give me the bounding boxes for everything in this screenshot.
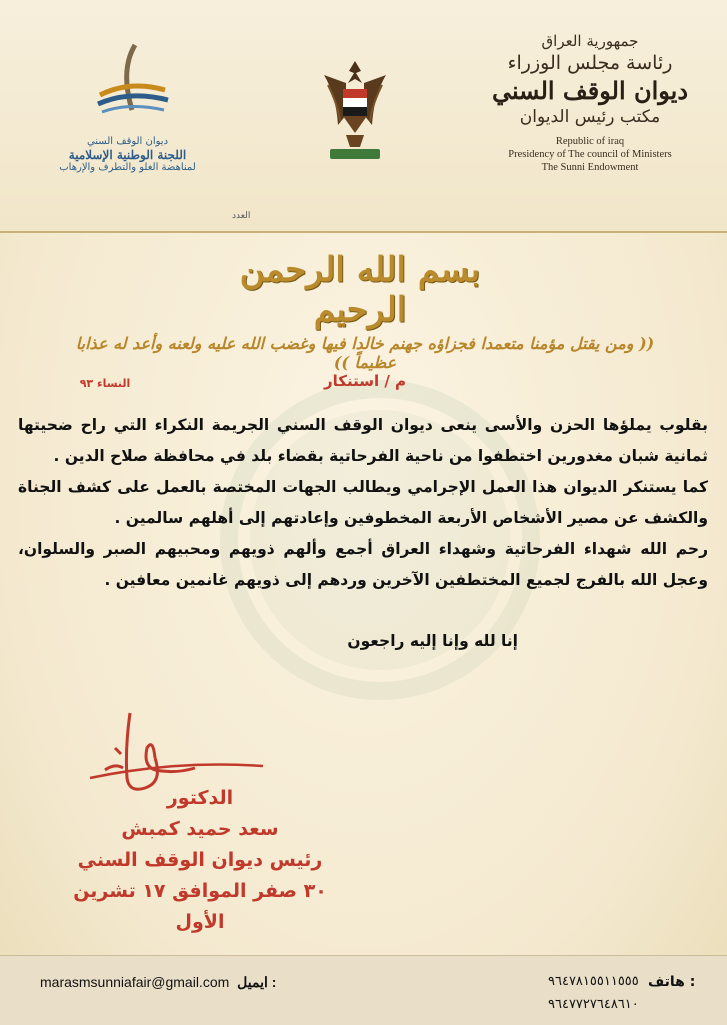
ministry-header bbox=[470, 30, 710, 220]
header-republic-ar: جمهورية العراق bbox=[541, 32, 639, 50]
header-republic-en: Republic of iraq bbox=[555, 136, 625, 147]
signatory-position: رئيس ديوان الوقف السني bbox=[77, 849, 323, 871]
committee-emblem-icon bbox=[80, 40, 180, 120]
header-office-ar: مكتب رئيس الديوان bbox=[519, 107, 661, 127]
email-line bbox=[40, 974, 276, 991]
phone-label: هاتف : bbox=[648, 974, 696, 990]
document-number-label: العدد bbox=[232, 210, 251, 220]
logo-line-1: ديوان الوقف السني bbox=[86, 136, 169, 147]
header-presidency-en: Presidency of The council of Ministers bbox=[508, 149, 672, 160]
logo-line-2: اللجنة الوطنية الإسلامية bbox=[68, 148, 187, 162]
letter-body bbox=[18, 410, 708, 596]
iraq-eagle-emblem-icon bbox=[316, 55, 394, 167]
body-paragraph-1: بقلوب يملؤها الحزن والأسى ينعى ديوان الوقف السني الجريمة النكراء التي راح ضحيتها ثمانية شبان مغدورين اختطفوا من ناحية الفرحاتية بقضاء بلد في محافظة صلاح الدين . bbox=[18, 416, 708, 465]
email-address[interactable]: marasmsunniafair@gmail.com bbox=[40, 974, 230, 990]
committee-logo bbox=[40, 40, 215, 200]
logo-line-3: لمناهضة الغلو والتطرف والإرهاب bbox=[59, 162, 196, 173]
quran-verse: (( ومن يقتل مؤمنا متعمدا فجزاؤه جهنم خالدا فيها وغضب الله عليه ولعنه وأعد له عذابا عظيماً )) bbox=[75, 334, 655, 372]
signatory-name: سعد حميد كمبش bbox=[121, 818, 279, 840]
verse-reference: النساء ٩٣ bbox=[79, 377, 131, 390]
phone-number-1[interactable]: ٩٦٤٧٨١٥٥١١٥٥٥ bbox=[548, 974, 639, 989]
signatory-title: الدكتور bbox=[166, 787, 234, 809]
header-endowment-ar: ديوان الوقف السني bbox=[491, 76, 689, 105]
phone-number-2[interactable]: ٩٦٤٧٧٢٧٦٤٨٦١٠ bbox=[548, 997, 639, 1012]
signatory-block bbox=[60, 783, 340, 938]
footer bbox=[0, 955, 727, 1025]
subject-line: م / استنكار bbox=[323, 372, 407, 390]
letterhead-divider bbox=[0, 231, 727, 233]
header-presidency-ar: رئاسة مجلس الوزراء bbox=[507, 52, 673, 74]
basmala: بسم الله الرحمن الرحيم bbox=[239, 250, 481, 330]
body-paragraph-3: رحم الله شهداء الفرحاتية وشهداء العراق أجمع وألهم ذويهم ومحبيهم الصبر والسلوان، وعجل الله بالفرج لجميع المختطفين الآخرين وردهم إلى ذويهم غانمين معافين . bbox=[18, 540, 708, 589]
header-endowment-en: The Sunni Endowment bbox=[541, 162, 639, 173]
signature-date: ٣٠ صفر الموافق ١٧ تشرين الأول bbox=[73, 880, 327, 933]
body-paragraph-2: كما يستنكر الديوان هذا العمل الإجرامي ويطالب الجهات المختصة بالعمل على كشف الجناة والكشف عن مصير الأشخاص الأربعة المخطوفين وإعادتهم إلى أهلهم سالمين . bbox=[18, 478, 708, 527]
closing-phrase: إنا لله وإنا إليه راجعون bbox=[347, 632, 518, 650]
email-label: ايميل : bbox=[237, 974, 277, 990]
